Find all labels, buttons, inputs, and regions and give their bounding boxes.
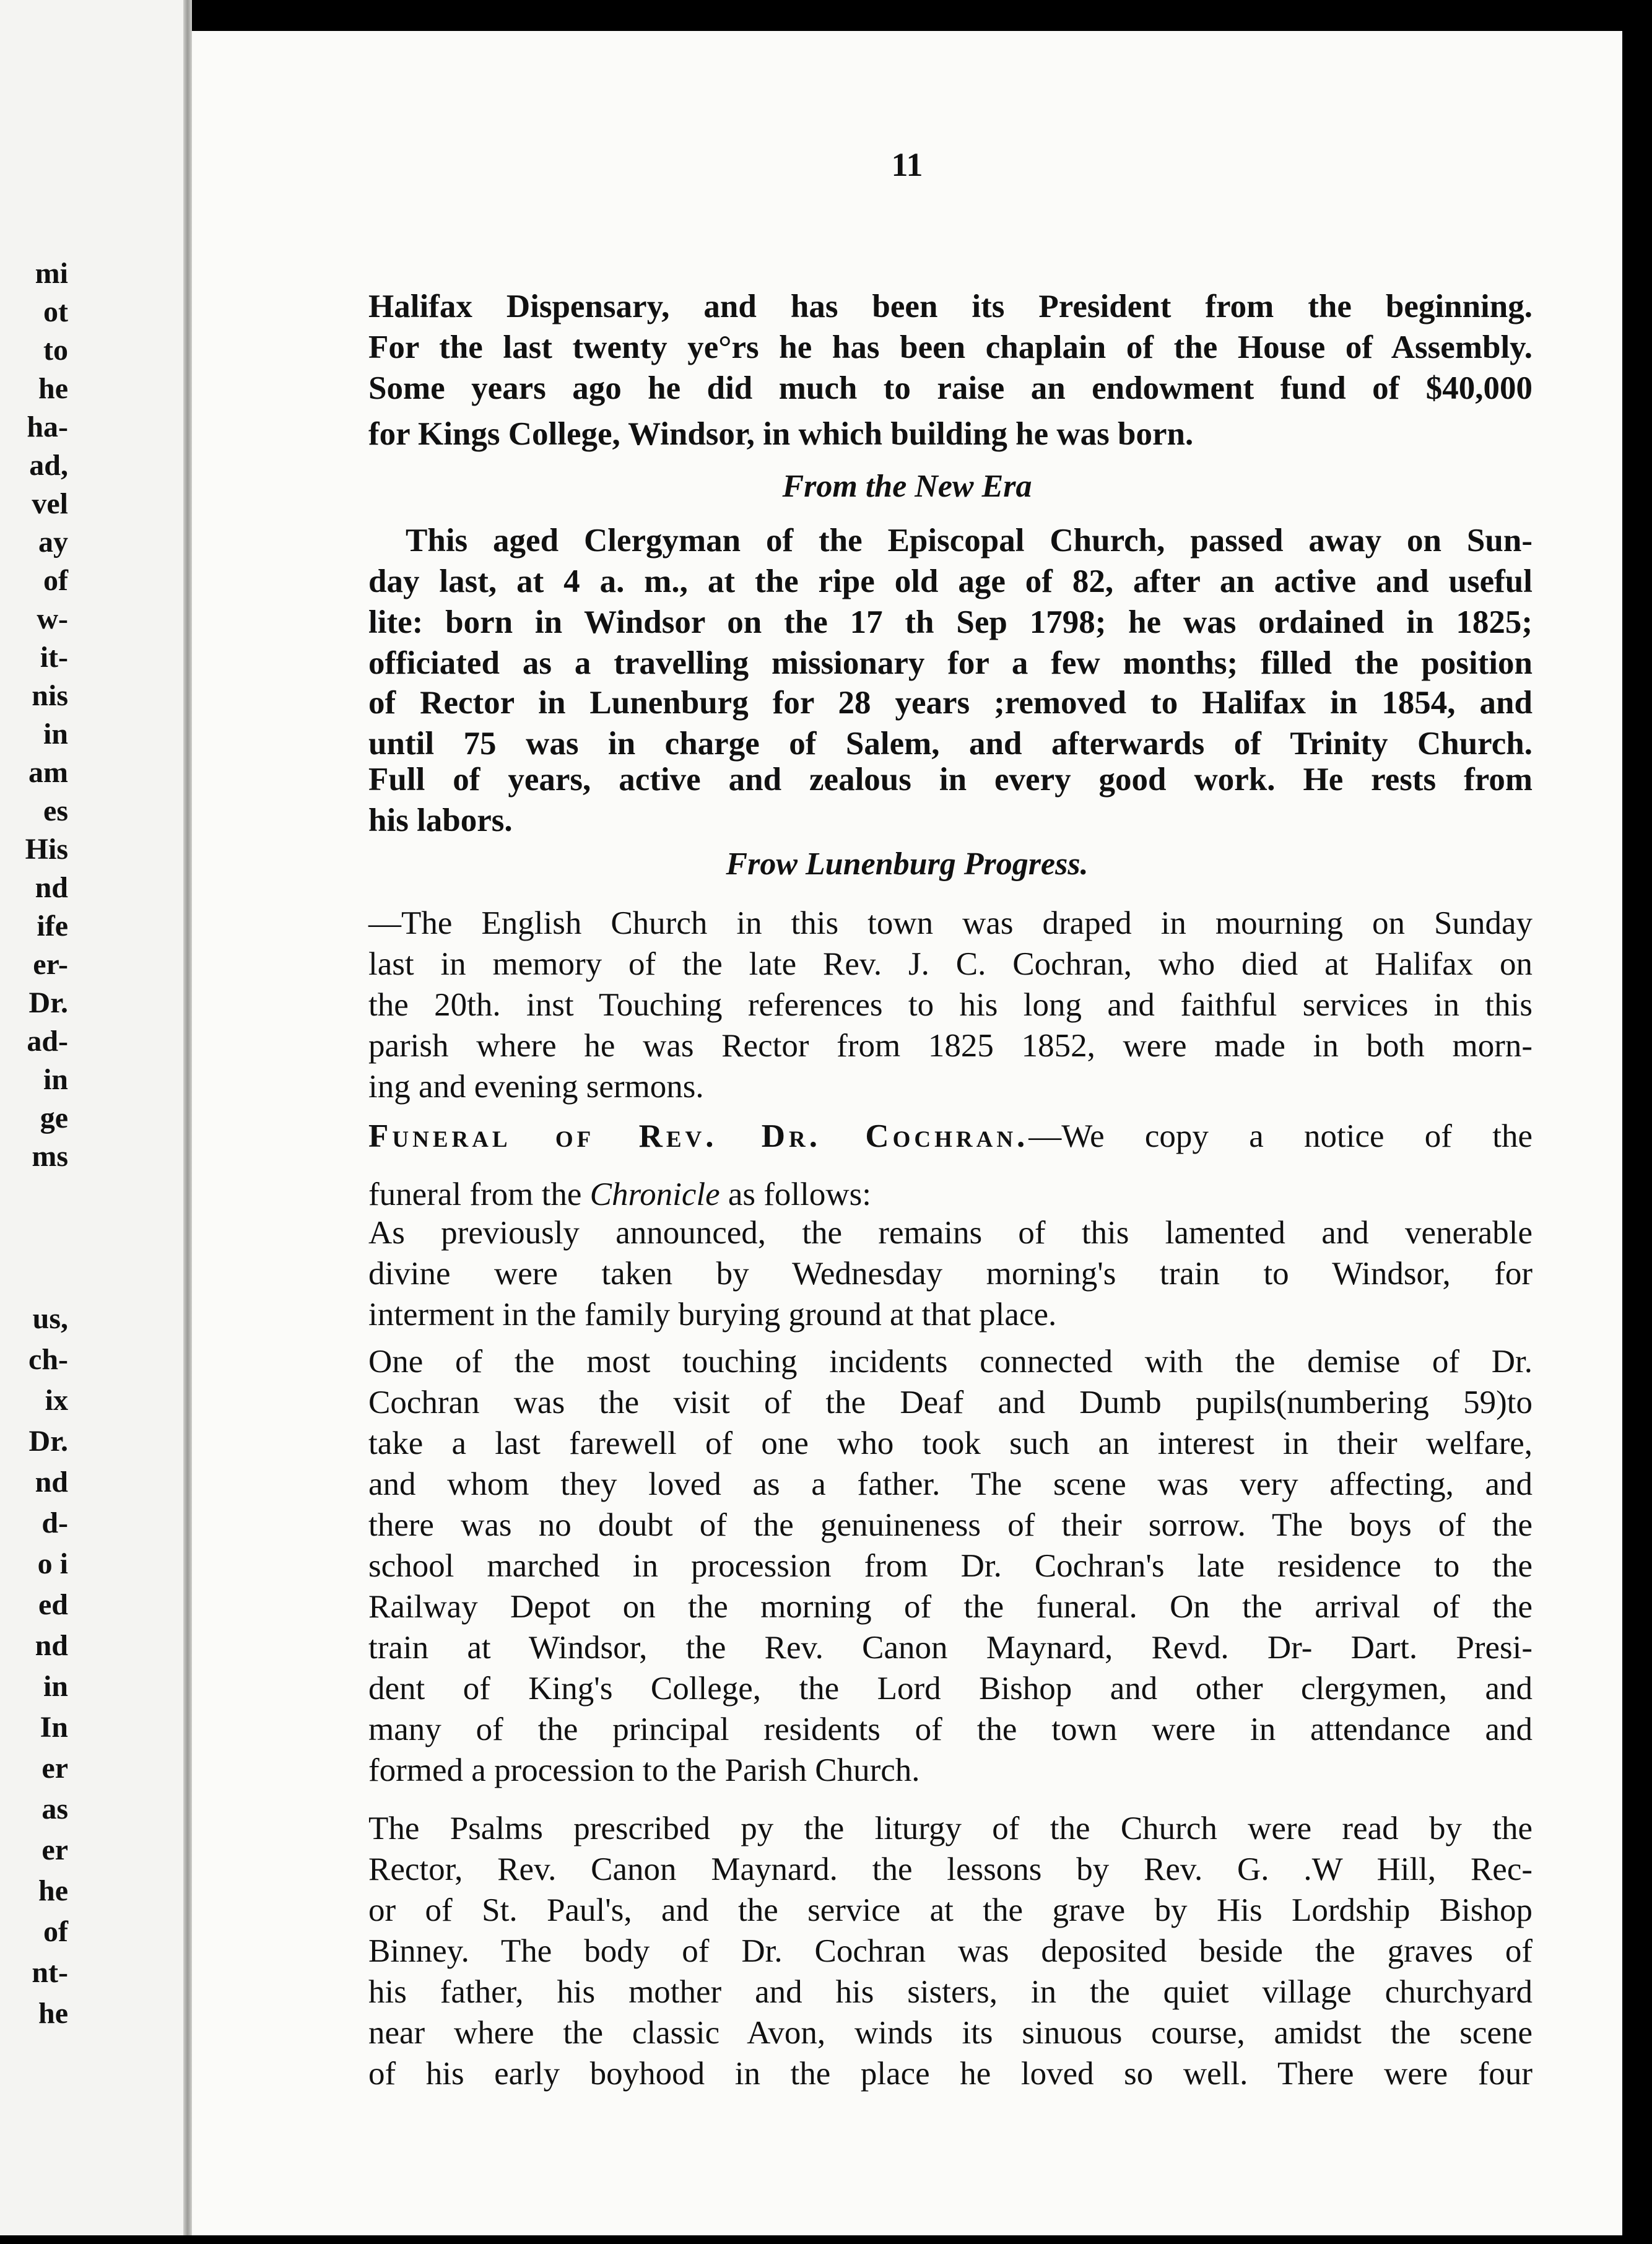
- text-line: day last, at 4 a. m., at the ripe old age of 82, after an active and useful: [368, 563, 1532, 599]
- margin-fragment: nd: [35, 871, 68, 904]
- margin-fragment: he: [38, 1874, 68, 1907]
- margin-fragment: His: [25, 833, 68, 866]
- text-line: take a last farewell of one who took such an interest in their welfare,: [368, 1425, 1532, 1461]
- margin-fragment: ms: [32, 1140, 68, 1173]
- text-line: Railway Depot on the morning of the funeral. On the arrival of the: [368, 1589, 1532, 1625]
- margin-fragment: mi: [35, 257, 68, 290]
- text-span: as follows:: [719, 1176, 871, 1212]
- text-line: the 20th. inst Touching references to his long and faithful services in this: [368, 987, 1532, 1023]
- text-line: interment in the family burying ground at that place.: [368, 1297, 1057, 1333]
- margin-fragment: ot: [43, 295, 68, 328]
- margin-fragment: er: [41, 1833, 68, 1866]
- text-line: Halifax Dispensary, and has been its President from the beginning.: [368, 289, 1532, 324]
- text-span: funeral from the: [368, 1176, 590, 1212]
- margin-fragment: ge: [40, 1102, 68, 1134]
- margin-fragment: in: [43, 718, 68, 750]
- text-line: ing and evening sermons.: [368, 1069, 704, 1105]
- text-line: divine were taken by Wednesday morning's train to Windsor, for: [368, 1256, 1532, 1292]
- margin-fragment: o i: [37, 1547, 68, 1580]
- margin-fragment: vel: [32, 487, 68, 520]
- text-line: school marched in procession from Dr. Cochran's late residence to the: [368, 1548, 1532, 1584]
- margin-fragment: as: [41, 1793, 68, 1825]
- book-spine: [183, 0, 192, 2244]
- margin-fragment: nd: [35, 1466, 68, 1498]
- text-line: Binney. The body of Dr. Cochran was deposited beside the graves of: [368, 1933, 1532, 1969]
- text-line: Rector, Rev. Canon Maynard. the lessons by Rev. G. .W Hill, Rec-: [368, 1851, 1532, 1887]
- margin-fragment: w-: [37, 602, 68, 635]
- margin-fragment: ay: [38, 526, 68, 559]
- text-line: there was no doubt of the genuineness of their sorrow. The boys of the: [368, 1507, 1532, 1543]
- text-line: last in memory of the late Rev. J. C. Cochran, who died at Halifax on: [368, 946, 1532, 982]
- text-line: his father, his mother and his sisters, in the quiet village churchyard: [368, 1974, 1532, 2010]
- margin-fragment: ad-: [27, 1025, 68, 1058]
- margin-fragment: he: [38, 1997, 68, 2030]
- margin-fragment: in: [43, 1670, 68, 1703]
- section-heading: Frow Lunenburg Progress.: [726, 846, 1089, 882]
- margin-fragment: Dr.: [28, 1425, 68, 1458]
- text-line: Some years ago he did much to raise an endowment fund of $40,000: [368, 370, 1532, 406]
- margin-fragment: ad,: [29, 449, 68, 482]
- text-line: formed a procession to the Parish Church.: [368, 1752, 920, 1788]
- margin-fragment: it-: [40, 641, 68, 674]
- text-line: and whom they loved as a father. The scene was very affecting, and: [368, 1466, 1532, 1502]
- text-line: or of St. Paul's, and the service at the grave by His Lordship Bishop: [368, 1892, 1532, 1928]
- margin-fragment: of: [43, 1915, 68, 1948]
- margin-fragment: er: [41, 1752, 68, 1785]
- text-line: parish where he was Rector from 1825 1852, were made in both morn-: [368, 1028, 1532, 1064]
- margin-fragment: nd: [35, 1629, 68, 1662]
- scan-border: [0, 2235, 1652, 2244]
- margin-fragment: er-: [33, 948, 68, 981]
- margin-fragment: es: [43, 794, 68, 827]
- margin-fragment: he: [38, 372, 68, 405]
- text-line: many of the principal residents of the town were in attendance and: [368, 1711, 1532, 1747]
- text-line: officiated as a travelling missionary for a few months; filled the position: [368, 645, 1532, 681]
- margin-fragment: d-: [41, 1507, 68, 1539]
- text-line: —The English Church in this town was draped in mourning on Sunday: [368, 905, 1532, 941]
- text-line: dent of King's College, the Lord Bishop and other clergymen, and: [368, 1671, 1532, 1707]
- funeral-source-line: [368, 1174, 1532, 1215]
- text-line: of Rector in Lunenburg for 28 years ;removed to Halifax in 1854, and: [368, 685, 1532, 721]
- margin-fragment: to: [43, 334, 68, 367]
- margin-fragment: ed: [38, 1588, 68, 1621]
- funeral-intro-line: [368, 1116, 1532, 1157]
- funeral-label: Funeral of Rev. Dr. Cochran.: [368, 1118, 1029, 1154]
- margin-fragment: Dr.: [28, 986, 68, 1019]
- margin-fragment: ch-: [28, 1343, 68, 1376]
- page-number: 11: [891, 146, 923, 183]
- text-line: near where the classic Avon, winds its sinuous course, amidst the scene: [368, 2015, 1532, 2051]
- margin-fragment: us,: [32, 1302, 68, 1335]
- margin-fragment: ix: [45, 1384, 68, 1417]
- text-line: This aged Clergyman of the Episcopal Church, passed away on Sun-: [406, 523, 1532, 559]
- text-line: lite: born in Windsor on the 17 th Sep 1798; he was ordained in 1825;: [368, 604, 1532, 640]
- text-line: The Psalms prescribed py the liturgy of the Church were read by the: [368, 1811, 1532, 1846]
- text-line: for Kings College, Windsor, in which building he was born.: [368, 416, 1194, 452]
- document-page: [192, 31, 1622, 2235]
- text-line: his labors.: [368, 802, 513, 838]
- margin-fragment: ha-: [27, 411, 68, 443]
- margin-fragment: in: [43, 1063, 68, 1096]
- text-line: until 75 was in charge of Salem, and afterwards of Trinity Church.: [368, 726, 1532, 762]
- margin-fragment: nt-: [32, 1956, 68, 1989]
- text-line: Full of years, active and zealous in every good work. He rests from: [368, 762, 1532, 798]
- text-line: train at Windsor, the Rev. Canon Maynard, Revd. Dr- Dart. Presi-: [368, 1630, 1532, 1666]
- text-line: One of the most touching incidents connected with the demise of Dr.: [368, 1344, 1532, 1380]
- adjacent-page-strip: [0, 0, 192, 2244]
- margin-fragment: of: [43, 564, 68, 597]
- text-line: For the last twenty ye°rs he has been chaplain of the House of Assembly.: [368, 329, 1532, 365]
- section-heading: From the New Era: [782, 469, 1032, 504]
- text-line: of his early boyhood in the place he loved so well. There were four: [368, 2056, 1532, 2092]
- newspaper-title: Chronicle: [589, 1176, 720, 1212]
- funeral-intro-rest: —We copy a notice of the: [1028, 1118, 1532, 1154]
- margin-fragment: nis: [32, 679, 68, 712]
- margin-fragment: ife: [37, 910, 68, 942]
- margin-fragment: In: [40, 1711, 68, 1744]
- text-line: As previously announced, the remains of this lamented and venerable: [368, 1215, 1532, 1251]
- text-line: Cochran was the visit of the Deaf and Dumb pupils(numbering 59)to: [368, 1385, 1532, 1420]
- margin-fragment: am: [28, 756, 68, 789]
